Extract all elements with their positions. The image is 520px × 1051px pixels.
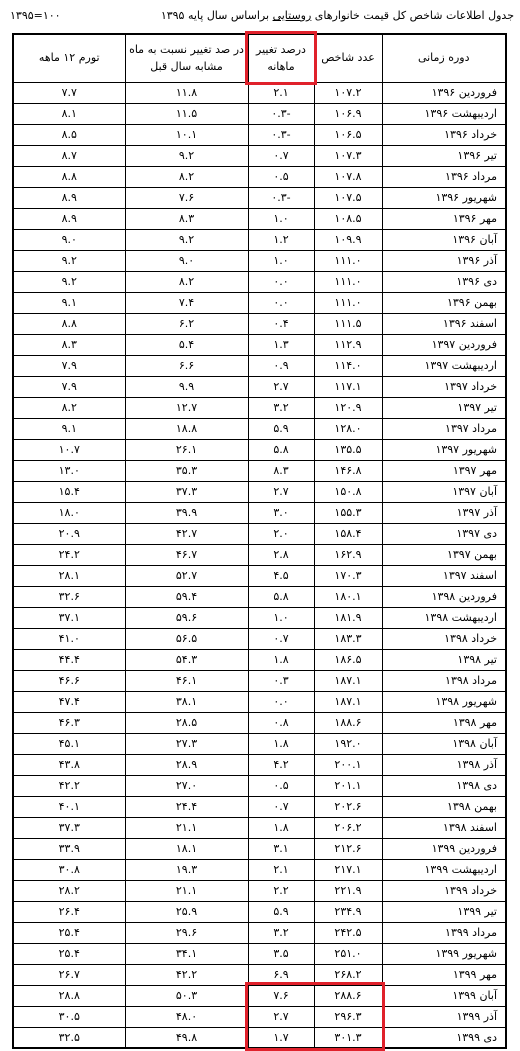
period-cell: آذر ۱۳۹۸ [382, 754, 506, 775]
index-cell: ۱۲۰.۹ [314, 397, 382, 418]
index-cell: ۱۰۶.۵ [314, 124, 382, 145]
yoy-change-cell: ۲۶.۱ [125, 439, 248, 460]
index-cell: ۱۱۴.۰ [314, 355, 382, 376]
monthly-change-cell: ۱.۳ [248, 334, 314, 355]
yoy-change-cell: ۸.۲ [125, 166, 248, 187]
yoy-change-cell: ۹.۰ [125, 250, 248, 271]
index-cell: ۱۰۷.۳ [314, 145, 382, 166]
table-row [13, 691, 506, 712]
inflation-12-month-cell: ۱۸.۰ [13, 502, 125, 523]
inflation-12-month-cell: ۳۷.۱ [13, 607, 125, 628]
index-cell: ۱۱۷.۱ [314, 376, 382, 397]
monthly-change-cell: ۳.۲ [248, 922, 314, 943]
table-row [13, 859, 506, 880]
table-row [13, 271, 506, 292]
index-cell: ۱۱۱.۰ [314, 292, 382, 313]
yoy-change-cell: ۸.۲ [125, 271, 248, 292]
inflation-12-month-cell: ۳۰.۸ [13, 859, 125, 880]
period-cell: مهر ۱۳۹۸ [382, 712, 506, 733]
inflation-12-month-cell: ۳۲.۶ [13, 586, 125, 607]
period-cell: شهریور ۱۳۹۸ [382, 691, 506, 712]
yoy-change-cell: ۳۵.۳ [125, 460, 248, 481]
monthly-change-cell: ۵.۹ [248, 418, 314, 439]
index-cell: ۱۳۵.۵ [314, 439, 382, 460]
inflation-12-month-cell: ۸.۹ [13, 187, 125, 208]
yoy-change-cell: ۵.۴ [125, 334, 248, 355]
index-cell: ۲۴۲.۵ [314, 922, 382, 943]
inflation-12-month-cell: ۱۰.۷ [13, 439, 125, 460]
index-cell: ۲۰۲.۶ [314, 796, 382, 817]
inflation-12-month-cell: ۸.۱ [13, 103, 125, 124]
yoy-change-cell: ۹.۲ [125, 229, 248, 250]
monthly-change-cell: ۱.۲ [248, 229, 314, 250]
inflation-12-month-cell: ۷.۹ [13, 376, 125, 397]
yoy-change-cell: ۱۸.۱ [125, 838, 248, 859]
yoy-change-cell: ۲۴.۴ [125, 796, 248, 817]
monthly-change-cell: ۰.۷ [248, 145, 314, 166]
monthly-change-cell: ۳.۵ [248, 943, 314, 964]
period-cell: فروردین ۱۳۹۹ [382, 838, 506, 859]
header-yoy-change: در صد تغییر نسبت به ماه مشابه سال قبل [125, 34, 248, 82]
period-cell: خرداد ۱۳۹۶ [382, 124, 506, 145]
table-row [13, 964, 506, 985]
monthly-change-cell: ۰.۵ [248, 166, 314, 187]
monthly-change-cell: ۴.۵ [248, 565, 314, 586]
monthly-change-cell: ۵.۹ [248, 901, 314, 922]
period-cell: فروردین ۱۳۹۸ [382, 586, 506, 607]
monthly-change-cell: ۲.۷ [248, 481, 314, 502]
table-row [13, 187, 506, 208]
table-row [13, 376, 506, 397]
period-cell: اردیبهشت ۱۳۹۹ [382, 859, 506, 880]
period-cell: آبان ۱۳۹۹ [382, 985, 506, 1006]
period-cell: شهریور ۱۳۹۶ [382, 187, 506, 208]
inflation-12-month-cell: ۲۵.۴ [13, 922, 125, 943]
yoy-change-cell: ۴۸.۰ [125, 1006, 248, 1027]
period-cell: خرداد ۱۳۹۹ [382, 880, 506, 901]
monthly-change-cell: ۱.۰ [248, 607, 314, 628]
index-cell: ۱۸۱.۹ [314, 607, 382, 628]
index-cell: ۱۸۶.۵ [314, 649, 382, 670]
yoy-change-cell: ۳۸.۱ [125, 691, 248, 712]
monthly-change-cell: -۰.۳ [248, 103, 314, 124]
period-cell: تیر ۱۳۹۸ [382, 649, 506, 670]
inflation-12-month-cell: ۴۰.۱ [13, 796, 125, 817]
monthly-change-cell: ۰.۰ [248, 271, 314, 292]
inflation-12-month-cell: ۸.۵ [13, 124, 125, 145]
inflation-12-month-cell: ۴۶.۶ [13, 670, 125, 691]
table-row [13, 943, 506, 964]
inflation-12-month-cell: ۹.۰ [13, 229, 125, 250]
table-row [13, 628, 506, 649]
index-cell: ۱۰۷.۵ [314, 187, 382, 208]
monthly-change-cell: ۱.۸ [248, 733, 314, 754]
period-cell: اردیبهشت ۱۳۹۸ [382, 607, 506, 628]
table-row [13, 397, 506, 418]
monthly-change-cell: ۷.۶ [248, 985, 314, 1006]
table-row [13, 418, 506, 439]
inflation-12-month-cell: ۲۸.۲ [13, 880, 125, 901]
table-row [13, 82, 506, 103]
index-cell: ۲۱۷.۱ [314, 859, 382, 880]
table-title: جدول اطلاعات شاخص کل قیمت خانوارهای روستایی براساس سال پایه ۱۳۹۵ [160, 9, 514, 22]
yoy-change-cell: ۵۶.۵ [125, 628, 248, 649]
inflation-12-month-cell: ۴۲.۲ [13, 775, 125, 796]
table-row [13, 649, 506, 670]
yoy-change-cell: ۵۰.۳ [125, 985, 248, 1006]
inflation-12-month-cell: ۲۵.۴ [13, 943, 125, 964]
period-cell: شهریور ۱۳۹۹ [382, 943, 506, 964]
monthly-change-cell: ۰.۴ [248, 313, 314, 334]
yoy-change-cell: ۲۵.۹ [125, 901, 248, 922]
monthly-change-cell: ۲.۰ [248, 523, 314, 544]
inflation-12-month-cell: ۲۸.۸ [13, 985, 125, 1006]
period-cell: دی ۱۳۹۷ [382, 523, 506, 544]
index-cell: ۲۸۸.۶ [314, 985, 382, 1006]
inflation-12-month-cell: ۴۴.۴ [13, 649, 125, 670]
table-row [13, 796, 506, 817]
inflation-12-month-cell: ۷.۷ [13, 82, 125, 103]
yoy-change-cell: ۵۴.۳ [125, 649, 248, 670]
monthly-change-cell: -۰.۳ [248, 187, 314, 208]
table-row [13, 607, 506, 628]
table-row [13, 985, 506, 1006]
table-row [13, 817, 506, 838]
monthly-change-cell: ۲.۸ [248, 544, 314, 565]
index-cell: ۱۱۱.۰ [314, 250, 382, 271]
yoy-change-cell: ۱۰.۱ [125, 124, 248, 145]
header-monthly-change: درصد تغییر ماهانه [248, 34, 314, 82]
inflation-12-month-cell: ۴۱.۰ [13, 628, 125, 649]
period-cell: مهر ۱۳۹۶ [382, 208, 506, 229]
period-cell: آبان ۱۳۹۶ [382, 229, 506, 250]
monthly-change-cell: ۰.۰ [248, 691, 314, 712]
table-row [13, 523, 506, 544]
inflation-12-month-cell: ۴۳.۸ [13, 754, 125, 775]
monthly-change-cell: ۵.۸ [248, 586, 314, 607]
index-cell: ۲۰۰.۱ [314, 754, 382, 775]
table-row [13, 355, 506, 376]
index-cell: ۲۵۱.۰ [314, 943, 382, 964]
inflation-12-month-cell: ۸.۸ [13, 313, 125, 334]
inflation-12-month-cell: ۳۲.۵ [13, 1027, 125, 1048]
period-cell: آبان ۱۳۹۸ [382, 733, 506, 754]
table-row [13, 145, 506, 166]
inflation-12-month-cell: ۸.۹ [13, 208, 125, 229]
inflation-12-month-cell: ۲۸.۱ [13, 565, 125, 586]
monthly-change-cell: ۲.۲ [248, 880, 314, 901]
monthly-change-cell: ۰.۳ [248, 670, 314, 691]
period-cell: اردیبهشت ۱۳۹۶ [382, 103, 506, 124]
period-cell: دی ۱۳۹۶ [382, 271, 506, 292]
table-row [13, 922, 506, 943]
table-row [13, 313, 506, 334]
yoy-change-cell: ۴۲.۲ [125, 964, 248, 985]
table-row [13, 586, 506, 607]
yoy-change-cell: ۷.۶ [125, 187, 248, 208]
index-cell: ۱۸۸.۶ [314, 712, 382, 733]
table-row [13, 775, 506, 796]
monthly-change-cell: ۱.۸ [248, 649, 314, 670]
yoy-change-cell: ۵۲.۷ [125, 565, 248, 586]
table-row [13, 208, 506, 229]
inflation-12-month-cell: ۳۷.۳ [13, 817, 125, 838]
inflation-12-month-cell: ۹.۱ [13, 292, 125, 313]
period-cell: اردیبهشت ۱۳۹۷ [382, 355, 506, 376]
table-row [13, 838, 506, 859]
monthly-change-cell: ۱.۰ [248, 208, 314, 229]
monthly-change-cell: ۱.۸ [248, 817, 314, 838]
inflation-12-month-cell: ۱۵.۴ [13, 481, 125, 502]
inflation-12-month-cell: ۹.۲ [13, 250, 125, 271]
yoy-change-cell: ۲۹.۶ [125, 922, 248, 943]
inflation-12-month-cell: ۲۶.۷ [13, 964, 125, 985]
table-row [13, 439, 506, 460]
index-cell: ۱۵۰.۸ [314, 481, 382, 502]
monthly-change-cell: ۰.۸ [248, 712, 314, 733]
index-cell: ۱۴۶.۸ [314, 460, 382, 481]
monthly-change-cell: ۸.۳ [248, 460, 314, 481]
period-cell: بهمن ۱۳۹۶ [382, 292, 506, 313]
inflation-12-month-cell: ۱۳.۰ [13, 460, 125, 481]
yoy-change-cell: ۴۶.۷ [125, 544, 248, 565]
header-period: دوره زمانی [382, 34, 506, 82]
index-cell: ۱۰۷.۸ [314, 166, 382, 187]
yoy-change-cell: ۱۹.۳ [125, 859, 248, 880]
index-cell: ۱۱۱.۵ [314, 313, 382, 334]
monthly-change-cell: ۰.۷ [248, 796, 314, 817]
monthly-change-cell: ۰.۵ [248, 775, 314, 796]
monthly-change-cell: ۳.۰ [248, 502, 314, 523]
yoy-change-cell: ۳۹.۹ [125, 502, 248, 523]
index-cell: ۱۶۲.۹ [314, 544, 382, 565]
index-cell: ۱۱۱.۰ [314, 271, 382, 292]
index-cell: ۱۵۸.۴ [314, 523, 382, 544]
inflation-12-month-cell: ۴۷.۴ [13, 691, 125, 712]
period-cell: فروردین ۱۳۹۷ [382, 334, 506, 355]
index-cell: ۲۶۸.۲ [314, 964, 382, 985]
inflation-12-month-cell: ۲۴.۲ [13, 544, 125, 565]
inflation-12-month-cell: ۸.۷ [13, 145, 125, 166]
index-cell: ۲۱۲.۶ [314, 838, 382, 859]
index-cell: ۳۰۱.۳ [314, 1027, 382, 1048]
yoy-change-cell: ۲۱.۱ [125, 880, 248, 901]
yoy-change-cell: ۲۸.۵ [125, 712, 248, 733]
period-cell: آذر ۱۳۹۹ [382, 1006, 506, 1027]
yoy-change-cell: ۱۱.۵ [125, 103, 248, 124]
monthly-change-cell: ۱.۰ [248, 250, 314, 271]
monthly-change-cell: ۳.۱ [248, 838, 314, 859]
index-cell: ۲۳۴.۹ [314, 901, 382, 922]
table-row [13, 880, 506, 901]
table-row [13, 250, 506, 271]
table-row [13, 565, 506, 586]
period-cell: بهمن ۱۳۹۸ [382, 796, 506, 817]
yoy-change-cell: ۹.۲ [125, 145, 248, 166]
period-cell: دی ۱۳۹۸ [382, 775, 506, 796]
period-cell: خرداد ۱۳۹۷ [382, 376, 506, 397]
period-cell: تیر ۱۳۹۶ [382, 145, 506, 166]
monthly-change-cell: ۵.۸ [248, 439, 314, 460]
yoy-change-cell: ۲۱.۱ [125, 817, 248, 838]
index-cell: ۱۹۲.۰ [314, 733, 382, 754]
inflation-12-month-cell: ۹.۲ [13, 271, 125, 292]
index-cell: ۱۲۸.۰ [314, 418, 382, 439]
price-index-table [12, 33, 507, 1049]
yoy-change-cell: ۴۹.۸ [125, 1027, 248, 1048]
yoy-change-cell: ۱۲.۷ [125, 397, 248, 418]
header-index: عدد شاخص [314, 34, 382, 82]
yoy-change-cell: ۵۹.۶ [125, 607, 248, 628]
index-cell: ۱۰۹.۹ [314, 229, 382, 250]
index-cell: ۱۸۳.۳ [314, 628, 382, 649]
monthly-change-cell: ۲.۷ [248, 376, 314, 397]
table-row [13, 1006, 506, 1027]
yoy-change-cell: ۴۲.۷ [125, 523, 248, 544]
period-cell: آذر ۱۳۹۷ [382, 502, 506, 523]
yoy-change-cell: ۷.۴ [125, 292, 248, 313]
period-cell: دی ۱۳۹۹ [382, 1027, 506, 1048]
period-cell: تیر ۱۳۹۹ [382, 901, 506, 922]
table-row [13, 502, 506, 523]
inflation-12-month-cell: ۷.۹ [13, 355, 125, 376]
index-cell: ۲۰۶.۲ [314, 817, 382, 838]
period-cell: آبان ۱۳۹۷ [382, 481, 506, 502]
inflation-12-month-cell: ۴۶.۳ [13, 712, 125, 733]
monthly-change-cell: ۰.۹ [248, 355, 314, 376]
table-row [13, 292, 506, 313]
yoy-change-cell: ۶.۲ [125, 313, 248, 334]
monthly-change-cell: ۴.۲ [248, 754, 314, 775]
index-cell: ۲۲۱.۹ [314, 880, 382, 901]
inflation-12-month-cell: ۴۵.۱ [13, 733, 125, 754]
monthly-change-cell: ۲.۱ [248, 82, 314, 103]
inflation-12-month-cell: ۲۶.۴ [13, 901, 125, 922]
monthly-change-cell: ۲.۱ [248, 859, 314, 880]
inflation-12-month-cell: ۲۰.۹ [13, 523, 125, 544]
period-cell: خرداد ۱۳۹۸ [382, 628, 506, 649]
table-row [13, 670, 506, 691]
yoy-change-cell: ۱۸.۸ [125, 418, 248, 439]
period-cell: تیر ۱۳۹۷ [382, 397, 506, 418]
period-cell: اسفند ۱۳۹۷ [382, 565, 506, 586]
yoy-change-cell: ۱۱.۸ [125, 82, 248, 103]
period-cell: بهمن ۱۳۹۷ [382, 544, 506, 565]
period-cell: آذر ۱۳۹۶ [382, 250, 506, 271]
index-cell: ۱۸۰.۱ [314, 586, 382, 607]
yoy-change-cell: ۳۷.۳ [125, 481, 248, 502]
header-inflation-12-month: تورم ۱۲ ماهه [13, 34, 125, 82]
table-row [13, 229, 506, 250]
yoy-change-cell: ۲۸.۹ [125, 754, 248, 775]
period-cell: اسفند ۱۳۹۶ [382, 313, 506, 334]
monthly-change-cell: ۶.۹ [248, 964, 314, 985]
inflation-12-month-cell: ۳۰.۵ [13, 1006, 125, 1027]
period-cell: مرداد ۱۳۹۶ [382, 166, 506, 187]
table-row [13, 481, 506, 502]
yoy-change-cell: ۲۷.۳ [125, 733, 248, 754]
yoy-change-cell: ۶.۶ [125, 355, 248, 376]
table-row [13, 124, 506, 145]
monthly-change-cell: ۲.۷ [248, 1006, 314, 1027]
period-cell: اسفند ۱۳۹۸ [382, 817, 506, 838]
table-row [13, 460, 506, 481]
table-row [13, 754, 506, 775]
inflation-12-month-cell: ۸.۲ [13, 397, 125, 418]
yoy-change-cell: ۳۴.۱ [125, 943, 248, 964]
table-row [13, 901, 506, 922]
index-cell: ۱۰۸.۵ [314, 208, 382, 229]
index-cell: ۱۰۶.۹ [314, 103, 382, 124]
table-row [13, 166, 506, 187]
period-cell: مرداد ۱۳۹۸ [382, 670, 506, 691]
period-cell: مرداد ۱۳۹۹ [382, 922, 506, 943]
inflation-12-month-cell: ۸.۳ [13, 334, 125, 355]
index-cell: ۱۵۵.۳ [314, 502, 382, 523]
inflation-12-month-cell: ۹.۱ [13, 418, 125, 439]
table-row [13, 712, 506, 733]
index-cell: ۱۸۷.۱ [314, 670, 382, 691]
index-cell: ۱۸۷.۱ [314, 691, 382, 712]
base-year-label: ۱۳۹۵=۱۰۰ [10, 9, 61, 22]
yoy-change-cell: ۸.۳ [125, 208, 248, 229]
table-row [13, 334, 506, 355]
yoy-change-cell: ۴۶.۱ [125, 670, 248, 691]
index-cell: ۱۱۲.۹ [314, 334, 382, 355]
period-cell: مرداد ۱۳۹۷ [382, 418, 506, 439]
inflation-12-month-cell: ۳۳.۹ [13, 838, 125, 859]
index-cell: ۲۰۱.۱ [314, 775, 382, 796]
period-cell: شهریور ۱۳۹۷ [382, 439, 506, 460]
period-cell: مهر ۱۳۹۹ [382, 964, 506, 985]
yoy-change-cell: ۹.۹ [125, 376, 248, 397]
index-cell: ۱۷۰.۳ [314, 565, 382, 586]
index-cell: ۲۹۶.۳ [314, 1006, 382, 1027]
period-cell: فروردین ۱۳۹۶ [382, 82, 506, 103]
table-row [13, 733, 506, 754]
monthly-change-cell: ۱.۷ [248, 1027, 314, 1048]
monthly-change-cell: ۰.۷ [248, 628, 314, 649]
table-row [13, 1027, 506, 1048]
yoy-change-cell: ۲۷.۰ [125, 775, 248, 796]
monthly-change-cell: ۰.۰ [248, 292, 314, 313]
table-row [13, 544, 506, 565]
index-cell: ۱۰۷.۲ [314, 82, 382, 103]
monthly-change-cell: ۳.۲ [248, 397, 314, 418]
title-underlined-word: روستایی [272, 9, 312, 22]
table-row [13, 103, 506, 124]
yoy-change-cell: ۵۹.۴ [125, 586, 248, 607]
inflation-12-month-cell: ۸.۸ [13, 166, 125, 187]
monthly-change-cell: -۰.۳ [248, 124, 314, 145]
period-cell: مهر ۱۳۹۷ [382, 460, 506, 481]
